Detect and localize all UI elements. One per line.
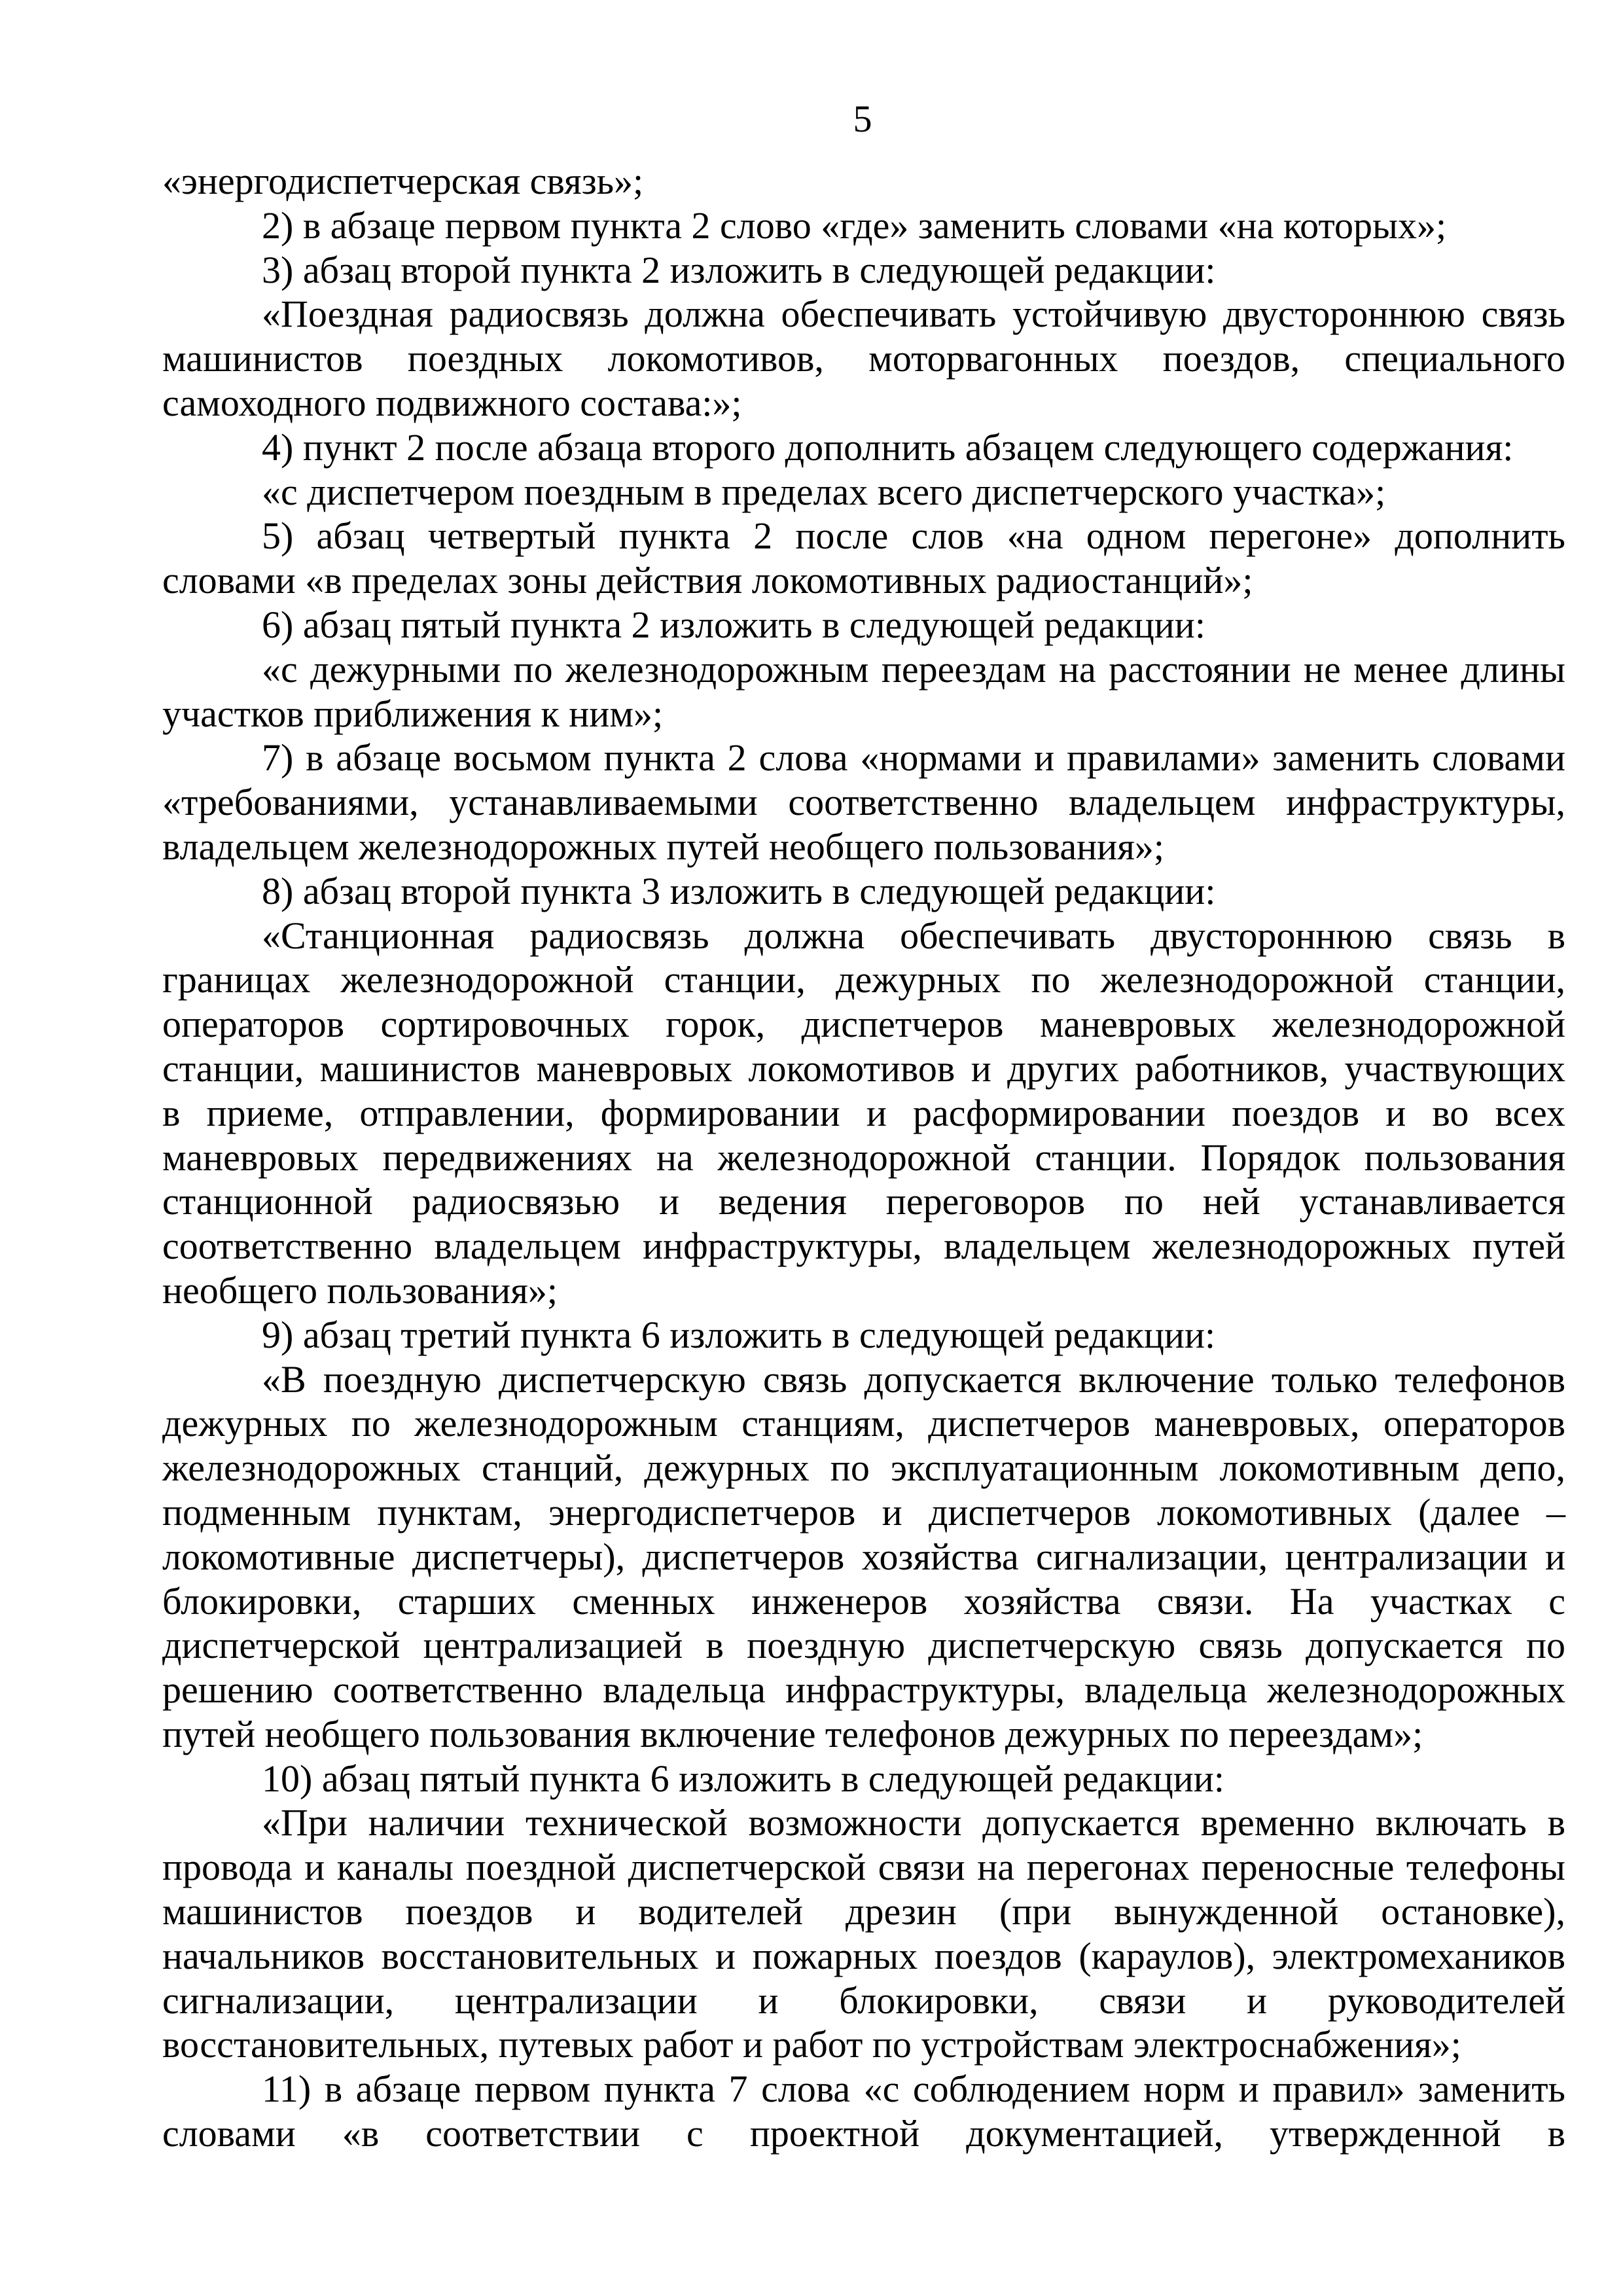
text-line: подменным пунктам, энергодиспетчеров и диспетчеров локомотивных (далее – xyxy=(162,1490,1565,1534)
text-line: решению соответственно владельца инфраструктуры, владельца железнодорожных xyxy=(162,1668,1565,1712)
text-line: «требованиями, устанавливаемыми соответственно владельцем инфраструктуры, xyxy=(162,781,1565,824)
text-line: участков приближения к ним»; xyxy=(162,692,664,735)
text-line: 3) абзац второй пункта 2 изложить в следующей редакции: xyxy=(262,248,1216,291)
text-line: в приеме, отправлении, формировании и расформировании поездов и во всех xyxy=(162,1091,1565,1134)
text-line: соответственно владельцем инфраструктуры, владельцем железнодорожных путей xyxy=(162,1225,1565,1268)
text-line: станции, машинистов маневровых локомотивов и других работников, участвующих xyxy=(162,1047,1565,1090)
text-line: «с дежурными по железнодорожным переездам на расстоянии не менее длины xyxy=(262,647,1565,691)
text-line: 7) в абзаце восьмом пункта 2 слова «нормами и правилами» заменить словами xyxy=(262,736,1565,780)
text-line: необщего пользования»; xyxy=(162,1268,558,1312)
text-line: словами «в пределах зоны действия локомотивных радиостанций»; xyxy=(162,559,1253,602)
text-line: локомотивные диспетчеры), диспетчеров хозяйства сигнализации, централизации и xyxy=(162,1535,1565,1578)
text-line: 10) абзац пятый пункта 6 изложить в следующей редакции: xyxy=(262,1757,1224,1800)
text-line: границах железнодорожной станции, дежурных по железнодорожной станции, xyxy=(162,958,1565,1001)
text-line: дежурных по железнодорожным станциям, диспетчеров маневровых, операторов xyxy=(162,1402,1565,1445)
text-line: «При наличии технической возможности допускается временно включать в xyxy=(262,1801,1565,1844)
text-line: путей необщего пользования включение телефонов дежурных по переездам»; xyxy=(162,1712,1423,1755)
text-line: станционной радиосвязью и ведения переговоров по ней устанавливается xyxy=(162,1180,1565,1223)
text-line: словами «в соответствии с проектной документацией, утвержденной в xyxy=(162,2112,1565,2155)
text-line: 5) абзац четвертый пункта 2 после слов «на одном перегоне» дополнить xyxy=(262,514,1565,558)
text-line: блокировки, старших сменных инженеров хозяйства связи. На участках с xyxy=(162,1579,1565,1623)
text-line: машинистов поездов и водителей дрезин (при вынужденной остановке), xyxy=(162,1890,1565,1933)
text-line: «В поездную диспетчерскую связь допускается включение только телефонов xyxy=(262,1357,1565,1401)
text-line: сигнализации, централизации и блокировки, связи и руководителей xyxy=(162,1979,1565,2022)
text-line: диспетчерской централизацией в поездную диспетчерскую связь допускается по xyxy=(162,1624,1565,1667)
text-line: провода и каналы поездной диспетчерской связи на перегонах переносные телефоны xyxy=(162,1846,1565,1889)
text-line: 11) в абзаце первом пункта 7 слова «с соблюдением норм и правил» заменить xyxy=(262,2068,1565,2111)
text-line: железнодорожных станций, дежурных по эксплуатационным локомотивным депо, xyxy=(162,1446,1565,1490)
text-line: «Поездная радиосвязь должна обеспечивать устойчивую двустороннюю связь xyxy=(262,293,1565,336)
text-line: 8) абзац второй пункта 3 изложить в следующей редакции: xyxy=(262,869,1216,912)
text-line: «энергодиспетчерская связь»; xyxy=(162,160,644,202)
text-line: 2) в абзаце первом пункта 2 слово «где» заменить словами «на которых»; xyxy=(262,204,1447,247)
text-line: начальников восстановительных и пожарных поездов (караулов), электромехаников xyxy=(162,1934,1565,1977)
text-line: 4) пункт 2 после абзаца второго дополнить абзацем следующего содержания: xyxy=(262,425,1514,469)
text-line: операторов сортировочных горок, диспетчеров маневровых железнодорожной xyxy=(162,1003,1565,1046)
text-line: «Станционная радиосвязь должна обеспечивать двустороннюю связь в xyxy=(262,914,1565,957)
text-line: машинистов поездных локомотивов, моторвагонных поездов, специального xyxy=(162,337,1565,380)
text-line: 9) абзац третий пункта 6 изложить в следующей редакции: xyxy=(262,1313,1216,1356)
text-line: владельцем железнодорожных путей необщего пользования»; xyxy=(162,825,1164,868)
text-line: самоходного подвижного состава:»; xyxy=(162,381,742,424)
text-line: восстановительных, путевых работ и работ по устройствам электроснабжения»; xyxy=(162,2023,1461,2066)
page-number: 5 xyxy=(853,98,872,140)
text-line: «с диспетчером поездным в пределах всего диспетчерского участка»; xyxy=(262,470,1386,513)
document-body xyxy=(162,159,1565,2156)
text-line: маневровых передвижениях на железнодорожной станции. Порядок пользования xyxy=(162,1136,1565,1179)
text-line: 6) абзац пятый пункта 2 изложить в следующей редакции: xyxy=(262,603,1205,646)
